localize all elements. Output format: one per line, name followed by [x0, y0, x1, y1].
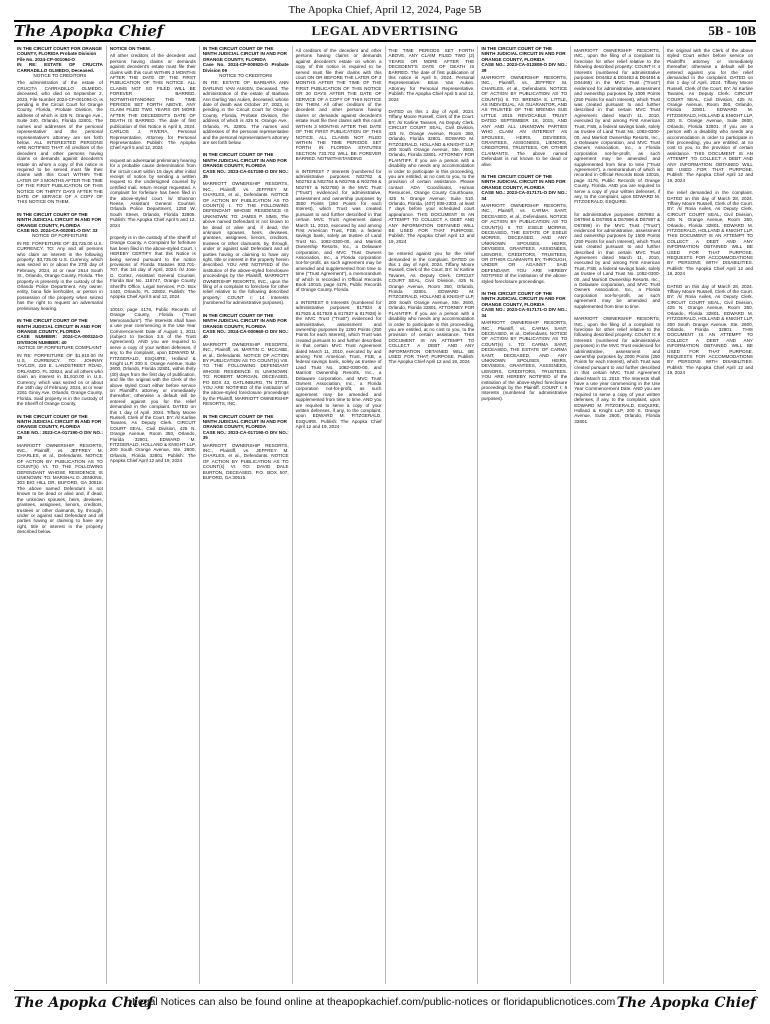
notice-body: MARRIOTT OWNERSHIP RESORTS, INC., Plaintiff, vs. JEFFREY M. CHARLES, et al., Defendants. NOTICE OF ACTION BY PUBLICATION AS TO COUNT(s) VI. TO THE FOLLOWING DEFENDANT WHOSE RESIDENCE IS UNKNOWN: TO: MARSHAL D. JENKINS, 303 BIG HILL DR, BUFORD, GA 30518. The above named Defendant is not known to be dead or alive and, if dead, the unknown spouses, heirs, devisees, grantees, assignees, lienors, creditors, trustees or other claimants, by, through, under or against said Defendant and all parties having or claiming to have any right, title or interest in the property described below.: [17, 442, 103, 535]
legal-notice: [296, 300, 382, 430]
notice-title: NOTICE TO CREDITORS: [219, 73, 273, 79]
legal-notice: [667, 190, 753, 277]
notice-heading: IN THE CIRCUIT COURT OF THE NINTH JUDICIAL CIRCUIT IN AND FOR ORANGE COUNTY, FLORIDA: [202, 413, 287, 430]
footer-masthead-left: The Apopka Chief: [14, 995, 154, 1011]
notice-heading: IN THE CIRCUIT COURT OF THE NINTH JUDICIAL CIRCUIT IN AND FOR ORANGE COUNTY, FLORIDA: [17, 211, 102, 228]
notice-body: IN RE: FORFEITURE OF: $3,725.00 U.S. CURRENCY. TO: Any and all persons who claim an interest in the following property: $3,725.00 U.S. Currency, which was seized on or about the 27th day of February, 2024, at or near 2614 South St., Orlando, Orange County, Florida. The property is presently in the custody of the Orlando Police Department. Any owner, entity, bona fide lienholder, or person in possession of the property when seized has the right to request an adversarial preliminary hearing.: [17, 240, 103, 311]
notice-body: IN RE: ESTATE OF BARBARA ANN DARLING VAN AUKEN, Deceased. The administration of the estate of Barbara Ann Darling Van Auken, deceased, whose date of death was October 27, 2023, is pending in the Circuit Court for Orange County, Florida, Probate Division, the address of which is 425 N. Orange Ave., Orlando, FL 32801. The names and addresses of the personal representative and the personal representative's attorney are set forth below.: [202, 80, 289, 145]
footer: [14, 990, 756, 1015]
notice-body: MARRIOTT OWNERSHIP RESORTS, INC., Plaintiff, vs. JEFFREY M. CHARLES, et al., Defendants. NOTICE OF ACTION BY PUBLICATION AS TO COUNT(s) I. TO THE FOLLOWING DEFENDANT WHOSE RESIDENCE IS UNKNOWN: TO: JAMES P. SIMS, The above named Defendant is not known to be dead or alive and, if dead, the unknown spouses, heirs, devisees, grantees, assignees, lienors, creditors, trustees or other claimants, by, through, under or against said Defendant and all parties having or claiming to have any right, title or interest in the property herein described. YOU ARE NOTIFIED of the institution of the above-styled foreclosure proceedings by the Plaintiff, MARRIOTT OWNERSHIP RESORTS, INC., upon the filing of a complaint to foreclose for other relief relative to the following described property: COUNT I: 14 Interests (numbered for administrative purposes).: [202, 181, 289, 306]
legal-notice: [17, 318, 103, 407]
legal-notice: [296, 169, 382, 293]
notice-body: MARRIOTT OWNERSHIP RESORTS, INC., Plaintiff, vs. MARTIN C. MCCABE, et al., Defendants. NOTICE OF ACTION BY PUBLICATION AS TO COUNT(s) VIII. TO THE FOLLOWING DEFENDANT WHOSE RESIDENCE IS UNKNOWN: TO: ROBERT MORGAN, DECEASED, PO BOX 43, GATLINBURG, TN 37738. YOU ARE NOTIFIED of the institution of the above-styled foreclosure proceedings by the Plaintiff, MARRIOTT OWNERSHIP RESORTS, INC.: [202, 341, 289, 407]
page-header: The Apopka Chief, April 12, 2024, Page 5B: [288, 4, 482, 16]
notice-case-number: CASE NO.: 2024-CA-000960-O DIV NO.: 40: [202, 328, 289, 340]
notice-heading: IN THE CIRCUIT COURT OF THE NINTH JUDICIAL CIRCUIT IN AND FOR ORANGE COUNTY, FLORIDA: [481, 173, 566, 190]
notice-body: MARRIOTT OWNERSHIP RESORTS, INC., Plaintiff, vs. CARMA SANT, DECEASED, et al., Defendants. NOTICE OF ACTION BY PUBLICATION AS TO COUNT(s) II. TO: ESELE MORRIS, DECEASED, THE ESTATE OF ESELE MORRIS, DECEASED, AND ANY UNKNOWN SPOUSES, HEIRS, DEVISEES, GRANTEES, ASSIGNEES, LIENORS, CREDITORS, TRUSTEES, OR OTHER CLAIMANTS BY, THROUGH, UNDER OR AGAINST SAID DEFENDANT. YOU ARE HEREBY NOTIFIED of the institution of the above-styled foreclosure proceedings.: [481, 202, 568, 284]
notice-heading: IN THE CIRCUIT COURT FOR ORANGE COUNTY, FLORIDA Probate Division File No. 2024-CP-001094-O: [17, 46, 102, 62]
notice-body: in INTEREST 7 Interests (numbered for administrative purposes: N02762 & N02763 & N02764 & N02765 & N02766 & N02767 & N02768) in the MVC Trust ("Trust") evidenced for administrative, assessment and ownership purposes by 3500 Points (250 Points for each Interest), which Trust was created pursuant to and further described in that certain MVC Trust Agreement dated March 11, 2010, executed by and among First American Trust, FSB, a federal savings bank, solely as trustee of Land Trust No. 1082-0300-00, and Marriott Ownership Resorts, Inc., a Delaware corporation, and MVC Trust Owners Association, Inc., a Florida corporation not-for-profit, as such agreement may be amended and supplemented from time to time ("Trust Agreement"), a memorandum of which is recorded in Official Records Book 10015, page 4176, Public Records of Orange County, Florida.: [295, 168, 382, 293]
notice-body: DATED on this 1 day of April, 2024. Tiffany Moore Russell, Clerk of the Court. BY: /s/ Karline Tavares, As Deputy Clerk. CIRCUIT COURT SEAL, Civil Division, 425 N. Orange Avenue, Room 350, Orlando, Florida 32801. EDWARD M. FITZGERALD, HOLLAND & KNIGHT LLP, 200 South Orange Avenue, Ste. 2600, Orlando, Florida 32801. ATTORNEY FOR PLAINTIFF. If you are a person with a disability who needs any accommodation in order to participate in this proceeding, you are entitled, at no cost to you, to the provision of certain assistance. Please contact ADA Coordinator, Human Resources, Orange County Courthouse, 425 N. Orange Avenue, Suite 510, Orlando, Florida, (407) 836-2303, at least 7 days before your scheduled court appearance. THIS DOCUMENT IS AN ATTEMPT TO COLLECT A DEBT AND ANY INFORMATION OBTAINED WILL BE USED FOR THAT PURPOSE. Publish: The Apopka Chief April 12 and 19, 2024: [388, 109, 475, 244]
legal-notice: [203, 414, 289, 481]
legal-notice: [574, 316, 660, 424]
footer-masthead-right: The Apopka Chief: [616, 995, 756, 1011]
notice-body: the relief demanded in the complaint. DATED on this day of March 28, 2024. Tiffany Moore Russell, Clerk of the Court. BY: /s/ Rosa Aviles, As Deputy Clerk. CIRCUIT COURT SEAL, Civil Division, 425 N. Orange Avenue, Room 350, Orlando, Florida 32801. EDWARD M. FITZGERALD, HOLLAND & KNIGHT LLP. THIS DOCUMENT IS AN ATTEMPT TO COLLECT A DEBT AND ANY INFORMATION OBTAINED WILL BE USED FOR THAT PURPOSE. REQUESTS FOR ACCOMMODATIONS BY PERSONS WITH DISABILITIES. Publish: The Apopka Chief April 12 and 19, 2024: [667, 190, 753, 277]
column-7: [571, 46, 664, 984]
notice-body: All other creditors of the decedent and persons having claims or demands against decedent's estate must file their claims with this court WITHIN 3 MONTHS AFTER THE DATE OF THE FIRST PUBLICATION OF THIS NOTICE. ALL CLAIMS NOT SO FILED WILL BE FOREVER BARRED. NOTWITHSTANDING THE TIME PERIODS SET FORTH ABOVE, ANY CLAIM FILED TWO YEARS OR MORE AFTER THE DECEDENT'S DATE OF DEATH IS BARRED. The date of first publication of this Notice is April 5, 2024. CARLOS J. RIVERA, Personal Representative, Attorney for Personal Representative. Publish: The Apopka Chief April 5 and 12, 2024: [109, 53, 196, 151]
legal-notice: [574, 212, 660, 309]
legal-notice: [110, 307, 196, 464]
notice-body: for administrative purposes: D67893 & D67894 & D67895 & D67896 & D67897 & D67898) in the MVC Trust ("Trust") evidenced for administrative, assessment and ownership purposes by 1500 Points (250 Points for each Interest), which Trust was created pursuant to and further described in that certain MVC Trust Agreement dated March 11, 2010, executed by and among First American Trust, FSB, a federal savings bank, solely as trustee of Land Trust No. 1082-0300-00, and Marriott Ownership Resorts, Inc., a Delaware corporation, and MVC Trust Owners Association, Inc., a Florida corporation not-for-profit, as such agreement may be amended and supplemented from time to time.: [574, 211, 661, 309]
notice-title: NOTICE OF FORFEITURE: [32, 233, 88, 239]
footer-legal-notice: Legal Notices can also be found online at theapopkachief.com/public-notices or floridapublicnotices.com: [132, 996, 616, 1008]
column-5: [386, 46, 479, 984]
legal-notice: [389, 251, 475, 365]
notice-case-number: CASE NO.: 2023-CA-017190-O DIV NO.: 35: [17, 429, 103, 441]
notice-case-number: CASE NO.: 2023-CA-017171-O DIV NO.: 34: [481, 190, 568, 201]
notice-case-number: CASE NO. 2024-CA-002081-O DIV: 33: [17, 228, 98, 233]
notice-body: the original with the Clerk of the above styled Court either before service on Plaintiff's attorney or immediately thereafter; otherwise a default will be entered against you for the relief demanded in the complaint. DATED on this 1 day of April, 2024. Tiffany Moore Russell, Clerk of the Court. BY: /s/ Karline Tavares, As Deputy Clerk. CIRCUIT COURT SEAL, Civil Division, 425 N. Orange Avenue, Room 350, Orlando, Florida 32801. EDWARD M. FITZGERALD, HOLLAND & KNIGHT LLP, 200 S. Orange Avenue, Suite 2600, Orlando, Florida 32801. If you are a person with a disability who needs any accommodation in order to participate in this proceeding, you are entitled, at no cost to you, to the provision of certain assistance. THIS DOCUMENT IS AN ATTEMPT TO COLLECT A DEBT AND ANY INFORMATION OBTAINED WILL BE USED FOR THAT PURPOSE. Publish: The Apopka Chief April 12 and 19, 2024: [667, 48, 753, 183]
section-title: LEGAL ADVERTISING: [311, 23, 459, 38]
column-3: [200, 46, 293, 984]
notice-title: NOTICE TO CREDITORS: [33, 73, 87, 79]
notice-body: MARRIOTT OWNERSHIP RESORTS, INC., upon the filing of a complaint to foreclose for other relief relative to the following described property: COUNT II: 8 Interests (numbered for administrative purposes) in the MVC Trust evidenced for administrative, assessment and ownership purposes by 2000 Points (250 Points for each Interest), which Trust was created pursuant to and further described in that certain MVC Trust Agreement dated March 11, 2010. The Interests shall have a use year commencing in the Use Year Commencement Date. AND you are required to serve a copy of your written defenses, if any, to the complaint, upon EDWARD M. FITZGERALD, ESQUIRE, Holland & Knight LLP, 200 S. Orange Avenue, Suite 2600, Orlando, Florida 32801.: [574, 316, 661, 424]
column-6: [478, 46, 571, 984]
legal-notice: [389, 48, 475, 102]
notice-case-number: CASE NUMBER: 2024-CA-000324-O DIVISION NUMBER: 40: [17, 334, 103, 345]
notice-case-number: Case No. 2024-CP-000920-O Probate Division 09: [202, 62, 289, 73]
notice-heading: IN THE CIRCUIT COURT OF THE NINTH JUDICIAL CIRCUIT IN AND FOR ORANGE COUNTY, FLORIDA: [17, 318, 102, 334]
notice-body: IN RE: FORFEITURE OF $1,910.00 IN U.S. CURRENCY. TO: JOHNNY TAYLOR, 220 E. LANDSTREET ROAD, ORLANDO, FL 32824, and all others who claim an interest in $1,910.00 in U.S. Currency, which was seized on or about the 15th day of February, 2024, at or near 2261 Ginny Ave, Orlando, Orange County, Florida. Said property is in the custody of the Sheriff of Orange County.: [17, 352, 103, 407]
masthead: The Apopka Chief: [14, 22, 164, 40]
notice-case-number: CASE NO.: 2023-CA-017190-O DIV NO.: 35: [202, 429, 289, 441]
notice-body: MARRIOTT OWNERSHIP RESORTS, INC., Plaintiff, vs. JEFFREY M. CHARLES, et al., Defendants. NOTICE OF ACTION BY PUBLICATION AS TO COUNT(s) II. TO: BRENDA S. LITTLE, AS INDIVIDUAL, AS GUARANTOR, AND AS TRUSTEE OF THE BRENDA SUE LITTLE 2015 REVOCABLE TRUST DATED SEPTEMBER 18, 2015, AND ANY AND ALL UNKNOWN PARTIES WHO CLAIM AN INTEREST AS SPOUSES, HEIRS, DEVISEES, GRANTEES, ASSIGNEES, LIENORS, CREDITORS, TRUSTEES, OR OTHER CLAIMANTS. The above named Defendant is not known to be dead or alive.: [481, 75, 568, 167]
legal-notice: [296, 48, 382, 162]
column-2: [107, 46, 200, 984]
notice-body: 10010, page 4176, Public Records of Orange County, Florida ("Trust Memorandum"). The Interests shall have a use year commencing in the Use Year Commencement Date of August 1, 2011 (subject to Section 3.5 of the Trust Agreement). AND you are required to serve a copy of your written defenses, if any, to the complaint, upon EDWARD M. FITZGERALD, ESQUIRE, Holland & Knight LLP, 200 S. Orange Avenue, Suite 2600, Orlando, Florida 32801, within thirty (30) days from the first day of publication, and file the original with the Clerk of the above styled Court either before service on Plaintiff's attorney or immediately thereafter; otherwise a default will be entered against you for the relief demanded in the complaint. DATED on this 1 day of April, 2024. Tiffany Moore Russell, Clerk of the Court. BY: /s/ Karline Tavares, As Deputy Clerk. CIRCUIT COURT SEAL, Civil Division, 425 N. Orange Avenue, Room 350, Orlando, Florida 32801. EDWARD M. FITZGERALD, HOLLAND & KNIGHT LLP, 200 South Orange Avenue, Ste. 2600, Orlando, Florida 32801. Publish: The Apopka Chief April 12 and 19, 2024: [109, 306, 196, 464]
notice-case-number: IN RE: ESTATE OF CRUCITA CARRADILLO OLMEDO, Deceased.: [17, 62, 103, 73]
notice-body: All creditors of the decedent and other persons having claims or demands against decedent's estate on whom a copy of this notice is required to be served must file their claims with this court ON OR BEFORE THE LATER OF 3 MONTHS AFTER THE TIME OF THE FIRST PUBLICATION OF THIS NOTICE OR 30 DAYS AFTER THE DATE OF SERVICE OF A COPY OF THIS NOTICE ON THEM. All other creditors of the decedent and other persons having claims or demands against decedent's estate must file their claims with this court WITHIN 3 MONTHS AFTER THE DATE OF THE FIRST PUBLICATION OF THIS NOTICE. ALL CLAIMS NOT FILED WITHIN THE TIME PERIODS SET FORTH IN FLORIDA STATUTES SECTION 733.702 WILL BE FOREVER BARRED. NOTWITHSTANDING: [295, 48, 382, 162]
notice-body: be entered against you for the relief demanded in the complaint. DATED on this 1 day of April, 2024. Tiffany Moore Russell, Clerk of the Court. BY: /s/ Karline Tavares, As Deputy Clerk. CIRCUIT COURT SEAL, Civil Division, 425 N. Orange Avenue, Room 350, Orlando, Florida 32801. EDWARD M. FITZGERALD, HOLLAND & KNIGHT LLP, 200 South Orange Avenue, Ste. 2600, Orlando, Florida 32801. ATTORNEY FOR PLAINTIFF. If you are a person with a disability who needs any accommodation in order to participate in this proceeding, you are entitled, at no cost to you, to the provision of certain assistance. THIS DOCUMENT IS AN ATTEMPT TO COLLECT A DEBT AND ANY INFORMATION OBTAINED WILL BE USED FOR THAT PURPOSE. Publish: The Apopka Chief April 12 and 19, 2024: [388, 251, 475, 365]
legal-notice: [110, 46, 196, 151]
notice-body: MARRIOTT OWNERSHIP RESORTS, INC., Plaintiff, vs. JEFFREY M. CHARLES, et al., Defendants. NOTICE OF ACTION BY PUBLICATION AS TO COUNT(s) VI. TO: DAVID DALE BURTON, DECEASED, P.O. BOX 507, BUFORD, GA 30515.: [202, 442, 289, 481]
legal-notice: [481, 291, 567, 401]
notice-body: a INTEREST 5 Interests (numbered for administrative purposes: 817924 & 817925 & 817926 & 817927 & 817928) in the MVC Trust ("Trust") evidenced for administrative, assessment and ownership purposes by 1250 Points (250 Points for each Interest), which Trust was created pursuant to and further described in that certain MVC Trust Agreement dated March 11, 2010, executed by and among First American Trust, FSB, a federal savings bank, solely as trustee of Land Trust No. 1082-0300-00, and Marriott Ownership Resorts, Inc., a Delaware corporation, and MVC Trust Owners Association, Inc., a Florida corporation not-for-profit, as such agreement may be amended and supplemented from time to time. AND you are required to serve a copy of your written defenses, if any, to the complaint, upon EDWARD M. FITZGERALD, ESQUIRE. Publish: The Apopka Chief April 12 and 19, 2024: [295, 299, 382, 430]
notice-body: MARRIOTT OWNERSHIP RESORTS, INC., Plaintiff, vs. CARMA SANT, DECEASED, et al., Defendants. NOTICE OF ACTION BY PUBLICATION AS TO COUNT(s) I. TO: CARMA SANT, DECEASED, THE ESTATE OF CARMA SANT, DECEASED, AND ANY UNKNOWN SPOUSES, HEIRS, DEVISEES, GRANTEES, ASSIGNEES, LIENORS, CREDITORS, TRUSTEES. YOU ARE HEREBY NOTIFIED of the institution of the above-styled foreclosure proceedings by the Plaintiff. COUNT I: 6 Interests (numbered for administrative purposes).: [481, 320, 568, 401]
notice-heading: IN THE CIRCUIT COURT OF THE NINTH JUDICIAL CIRCUIT IN AND FOR ORANGE COUNTY, FLORIDA: [481, 46, 566, 62]
notice-body: DATED on this day of March 28, 2024. Tiffany Moore Russell, Clerk of the Court. BY: /s/ Rosa Aviles, As Deputy Clerk. CIRCUIT COURT SEAL, Civil Division, 425 N. Orange Avenue, Room 350, Orlando, Florida 32801. EDWARD M. FITZGERALD, HOLLAND & KNIGHT LLP, 200 South Orange Avenue, Ste. 2600, Orlando, Florida 32801. THIS DOCUMENT IS AN ATTEMPT TO COLLECT A DEBT AND ANY INFORMATION OBTAINED WILL BE USED FOR THAT PURPOSE. REQUESTS FOR ACCOMMODATIONS BY PERSONS WITH DISABILITIES. Publish: The Apopka Chief April 12 and 19, 2024: [667, 283, 753, 376]
legal-notice: [17, 46, 103, 205]
notice-case-number: CASE NO.: 2023-CA-012808-O DIV NO.: 39: [481, 62, 568, 73]
legal-notice: [203, 313, 289, 407]
legal-columns: [14, 46, 756, 984]
notice-heading: IN THE CIRCUIT COURT OF THE NINTH JUDICIAL CIRCUIT IN AND FOR ORANGE COUNTY, FLORIDA: [17, 413, 102, 430]
legal-notice: [203, 152, 289, 305]
column-8: [664, 46, 756, 984]
legal-notice: [481, 174, 567, 284]
notice-case-number: CASE NO.: 2023-CA-017190-O DIV NO.: 35: [202, 168, 289, 179]
column-1: [14, 46, 107, 984]
section-banner: [14, 20, 756, 42]
notice-body: request an adversarial preliminary hearing for a probable cause determination from the circuit court within 15 days after initial receipt of notice by sending a written request to the undersigned counsel by certified mail, return receipt requested. A complaint for forfeiture has been filed in the above-styled court. /s/ Shannon Reese, Assistant General Counsel, Orlando Police Department, 1250 W. South Street, Orlando, Florida 32805. Publish: The Apopka Chief April 5 and 12, 2024: [109, 157, 196, 228]
legal-notice: [17, 212, 103, 311]
notice-body: THE TIME PERIODS SET FORTH ABOVE, ANY CLAIM FILED TWO (2) YEARS OR MORE AFTER THE DECEDENT'S DATE OF DEATH IS BARRED. The date of first publication of this notice is April 5, 2024. Personal Representative: Brian Van Auken. Attorney for Personal Representative. Publish: The Apopka Chief April 5 and 12, 2024: [388, 48, 475, 102]
column-4: [293, 46, 386, 984]
notice-body: MARRIOTT OWNERSHIP RESORTS, INC., upon the filing of a complaint to foreclose for other relief relative to the following described property: COUNT II: 4 Interests (numbered for administrative purposes: D04462 & D04463 & D04464 & D04465) in the MVC Trust ("Trust") evidenced for administrative, assessment and ownership purposes by 1000 Points (250 Points for each Interest), which Trust was created pursuant to and further described in that certain MVC Trust Agreement dated March 11, 2010, executed by and among First American Trust, FSB, a federal savings bank, solely as trustee of Land Trust No. 1082-0300-00, and Marriott Ownership Resorts, Inc., a Delaware corporation, and MVC Trust Owners Association, Inc., a Florida corporation not-for-profit, as such agreement may be amended and supplemented from time to time ("Trust Agreement"), a memorandum of which is recorded in Official Records Book 10015, page 4176, Public Records of Orange County, Florida. AND you are required to serve a copy of your written defenses, if any, to the complaint, upon EDWARD M. FITZGERALD, ESQUIRE.: [574, 48, 661, 205]
legal-notice: [667, 48, 753, 183]
page-number: 5B - 10B: [708, 23, 756, 38]
legal-notice: [110, 235, 196, 300]
notice-heading: IN THE CIRCUIT COURT OF THE NINTH JUDICIAL CIRCUIT IN AND FOR ORANGE COUNTY, FLORIDA: [202, 46, 287, 62]
notice-body: property is in the custody of the Sheriff of Orange County. A Complaint for forfeiture has been filed in the above-styled Court. I HEREBY CERTIFY that this Notice is being served pursuant to the notice provisions of Florida Statutes 932.701-707, this 1st day of April, 2024. /s/ Jose G. Cortez, Assistant General Counsel, Florida Bar No. 118747, Orange County Sheriff's Office, Legal Services, P.O. Box 1440, Orlando, FL 32802. Publish: The Apopka Chief April 5 and 12, 2024: [109, 235, 196, 300]
notice-title: NOTICE OF FORFEITURE COMPLAINT: [18, 345, 102, 351]
legal-notice: [389, 109, 475, 244]
legal-notice: [203, 46, 289, 145]
legal-notice: [481, 46, 567, 167]
notice-body: The administration of the estate of CRUCITA CARRADILLO OLMEDO, deceased, who died on September 2, 2023, File Number 2024-CP-001094-O, is pending in the Circuit Court for Orange County, Florida, Probate Division, the address of which is 425 N. Orange Ave., Suite 340, Orlando, Florida 32801. The names and addresses of the personal representative and the personal representative's attorney are set forth below. ALL INTERESTED PERSONS ARE NOTIFIED THAT: All creditors of the decedent and other persons having claims or demands against decedent's estate on whom a copy of this notice is required to be served must file their claims with this Court WITHIN THE LATER OF 3 MONTHS AFTER THE TIME OF THE FIRST PUBLICATION OF THIS NOTICE OR THIRTY DAYS AFTER THE DATE OF SERVICE OF A COPY OF THIS NOTICE ON THEM.: [17, 80, 103, 205]
notice-heading: NOTICE ON THEM.: [109, 46, 151, 51]
legal-notice: [574, 48, 660, 205]
notice-heading: IN THE CIRCUIT COURT OF THE NINTH JUDICIAL CIRCUIT IN AND FOR ORANGE COUNTY, FLORIDA: [202, 152, 287, 169]
notice-heading: IN THE CIRCUIT COURT OF THE NINTH JUDICIAL CIRCUIT IN AND FOR ORANGE COUNTY, FLORIDA: [202, 312, 287, 329]
legal-notice: [17, 414, 103, 535]
notice-heading: IN THE CIRCUIT COURT OF THE NINTH JUDICIAL CIRCUIT IN AND FOR ORANGE COUNTY, FLORIDA: [481, 291, 566, 307]
notice-case-number: CASE NO.: 2023-CA-017171-O DIV NO.: 34: [481, 307, 568, 318]
legal-notice: [667, 284, 753, 376]
legal-notice: [110, 158, 196, 228]
